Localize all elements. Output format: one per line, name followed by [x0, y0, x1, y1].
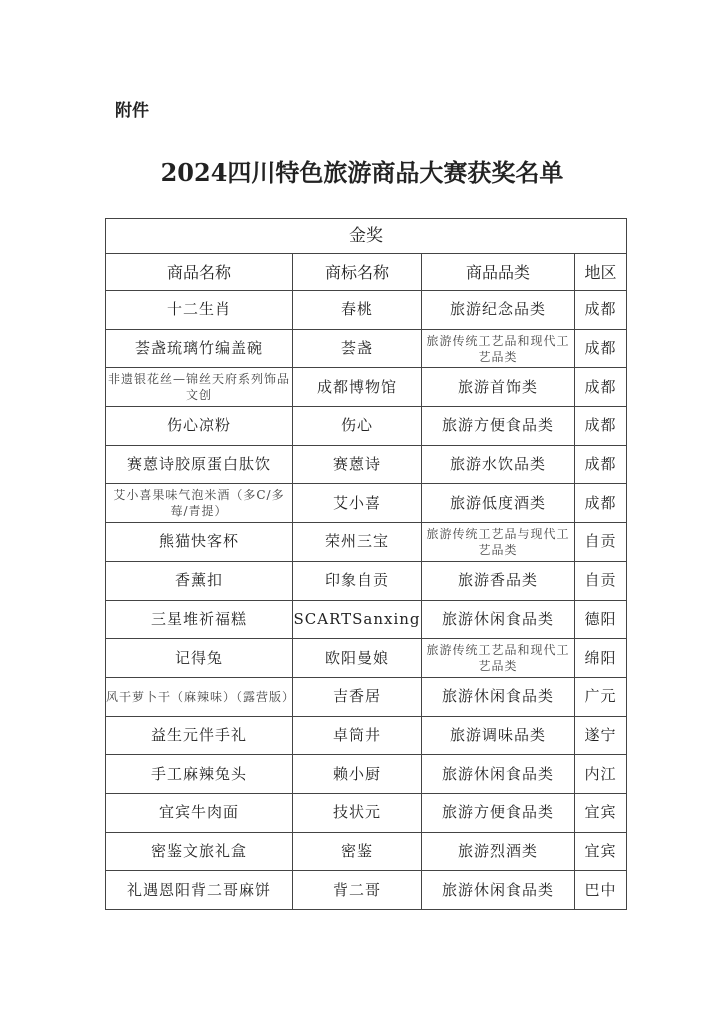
brand-name-cell: 艾小喜 — [293, 484, 422, 523]
brand-name-cell: 春桃 — [293, 291, 422, 330]
region-cell: 绵阳 — [575, 639, 627, 678]
table-row — [106, 600, 627, 639]
table-row — [106, 639, 627, 678]
category-cell: 旅游休闲食品类 — [422, 871, 575, 910]
brand-name-cell: 背二哥 — [293, 871, 422, 910]
product-name-cell: 艾小喜果味气泡米酒（多C/多莓/青提） — [106, 484, 293, 523]
brand-name-cell: 欧阳曼娘 — [293, 639, 422, 678]
document-title: 2024四川特色旅游商品大赛获奖名单 — [160, 158, 564, 187]
table-row — [106, 368, 627, 407]
product-name-cell: 礼遇恩阳背二哥麻饼 — [106, 871, 293, 910]
region-cell: 德阳 — [575, 600, 627, 639]
region-cell: 自贡 — [575, 561, 627, 600]
brand-name-cell: 伤心 — [293, 407, 422, 446]
category-cell: 旅游休闲食品类 — [422, 600, 575, 639]
product-name-cell: 手工麻辣兔头 — [106, 755, 293, 794]
column-header-brand: 商标名称 — [293, 254, 422, 291]
brand-name-cell: 荣州三宝 — [293, 523, 422, 562]
region-cell: 成都 — [575, 329, 627, 368]
category-cell: 旅游低度酒类 — [422, 484, 575, 523]
brand-name-cell: 荟盏 — [293, 329, 422, 368]
table-body — [106, 291, 627, 910]
product-name-cell: 风干萝卜干（麻辣味）（露营版） — [106, 677, 293, 716]
table-row — [106, 407, 627, 446]
table-row — [106, 755, 627, 794]
brand-name-cell: 卓筒井 — [293, 716, 422, 755]
brand-name-cell: 吉香居 — [293, 677, 422, 716]
region-cell: 巴中 — [575, 871, 627, 910]
table-row — [106, 716, 627, 755]
table-row — [106, 291, 627, 330]
brand-name-cell: 赖小厨 — [293, 755, 422, 794]
column-header-region: 地区 — [575, 254, 627, 291]
column-header-product: 商品名称 — [106, 254, 293, 291]
table-row — [106, 329, 627, 368]
product-name-cell: 三星堆祈福糕 — [106, 600, 293, 639]
product-name-cell: 十二生肖 — [106, 291, 293, 330]
category-cell: 旅游方便食品类 — [422, 793, 575, 832]
category-cell: 旅游首饰类 — [422, 368, 575, 407]
product-name-cell: 熊猫快客杯 — [106, 523, 293, 562]
product-name-cell: 宜宾牛肉面 — [106, 793, 293, 832]
table-row — [106, 445, 627, 484]
product-name-cell: 非遗银花丝—锦丝天府系列饰品文创 — [106, 368, 293, 407]
product-name-cell: 赛蒽诗胶原蛋白肽饮 — [106, 445, 293, 484]
region-cell: 成都 — [575, 445, 627, 484]
product-name-cell: 荟盏琉璃竹编盖碗 — [106, 329, 293, 368]
brand-name-cell: 赛蒽诗 — [293, 445, 422, 484]
brand-name-cell: 密鉴 — [293, 832, 422, 871]
product-name-cell: 香薰扣 — [106, 561, 293, 600]
table-row — [106, 561, 627, 600]
table-row — [106, 523, 627, 562]
category-cell: 旅游烈酒类 — [422, 832, 575, 871]
table-row — [106, 677, 627, 716]
region-cell: 成都 — [575, 291, 627, 330]
category-cell: 旅游传统工艺品和现代工艺品类 — [422, 329, 575, 368]
region-cell: 成都 — [575, 484, 627, 523]
region-cell: 宜宾 — [575, 793, 627, 832]
category-cell: 旅游休闲食品类 — [422, 755, 575, 794]
region-cell: 成都 — [575, 368, 627, 407]
category-cell: 旅游纪念品类 — [422, 291, 575, 330]
product-name-cell: 密鉴文旅礼盒 — [106, 832, 293, 871]
product-name-cell: 益生元伴手礼 — [106, 716, 293, 755]
region-cell: 广元 — [575, 677, 627, 716]
category-cell: 旅游方便食品类 — [422, 407, 575, 446]
region-cell: 成都 — [575, 407, 627, 446]
table-row — [106, 832, 627, 871]
brand-name-cell: 技状元 — [293, 793, 422, 832]
brand-name-cell: SCARTSanxing — [293, 600, 422, 639]
category-cell: 旅游水饮品类 — [422, 445, 575, 484]
category-cell: 旅游香品类 — [422, 561, 575, 600]
table-row — [106, 871, 627, 910]
brand-name-cell: 印象自贡 — [293, 561, 422, 600]
region-cell: 遂宁 — [575, 716, 627, 755]
region-cell: 自贡 — [575, 523, 627, 562]
attachment-label: 附件 — [115, 101, 149, 121]
table-row — [106, 793, 627, 832]
category-cell: 旅游传统工艺品和现代工艺品类 — [422, 639, 575, 678]
product-name-cell: 伤心凉粉 — [106, 407, 293, 446]
column-header-category: 商品品类 — [422, 254, 575, 291]
category-cell: 旅游休闲食品类 — [422, 677, 575, 716]
category-cell: 旅游调味品类 — [422, 716, 575, 755]
region-cell: 内江 — [575, 755, 627, 794]
brand-name-cell: 成都博物馆 — [293, 368, 422, 407]
region-cell: 宜宾 — [575, 832, 627, 871]
award-table — [105, 218, 627, 910]
table-row — [106, 484, 627, 523]
award-level: 金奖 — [106, 219, 627, 254]
category-cell: 旅游传统工艺品与现代工艺品类 — [422, 523, 575, 562]
product-name-cell: 记得兔 — [106, 639, 293, 678]
